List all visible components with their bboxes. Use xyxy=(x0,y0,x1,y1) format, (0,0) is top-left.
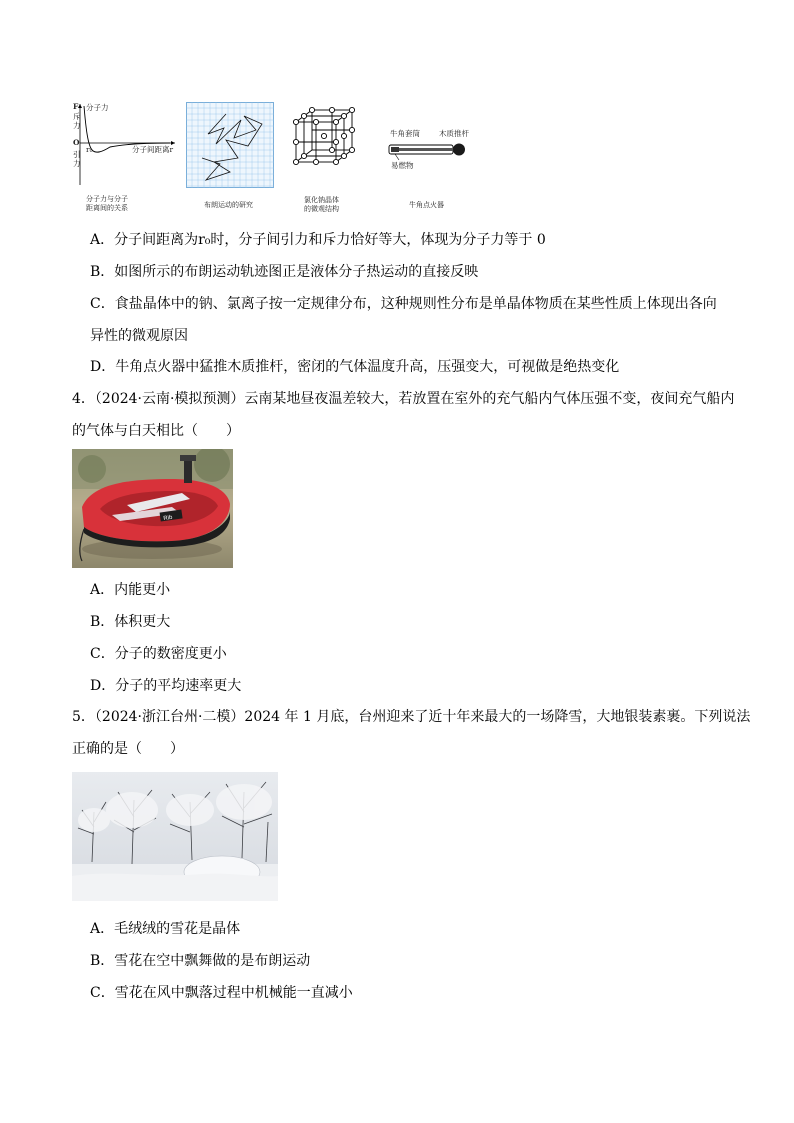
q3-option-c: C．食盐晶体中的钠、氯离子按一定规律分布，这种规则性分布是单晶体物质在某些性质上体现出各向 xyxy=(90,296,717,312)
q4-option-b: B．体积更大 xyxy=(90,614,171,630)
nacl-figure xyxy=(288,104,368,219)
boat-brand-tag: Rib xyxy=(163,514,173,523)
force-distance-figure xyxy=(70,100,180,220)
brownian-grid xyxy=(186,102,274,188)
q3-option-d: D．牛角点火器中猛推木质推杆，密闭的气体温度升高，压强变大，可视做是绝热变化 xyxy=(90,359,620,375)
q5-option-a: A．毛绒绒的雪花是晶体 xyxy=(90,921,241,937)
origin-label: O xyxy=(73,138,80,147)
fuel-label: 易燃物 xyxy=(391,161,414,170)
nacl-lattice xyxy=(290,106,360,166)
q5-option-c: C．雪花在风中飘落过程中机械能一直减小 xyxy=(90,985,353,1001)
brownian-caption: 布朗运动的研究 xyxy=(204,201,253,209)
q4-stem: 4．（2024·云南·模拟预测）云南某地昼夜温差较大，若放置在室外的充气船内气体压强不变，夜间充气船内 xyxy=(72,391,735,407)
repulsion-label: 斥 力 xyxy=(73,112,81,130)
q5-option-b: B．雪花在空中飘舞做的是布朗运动 xyxy=(90,953,311,969)
q4-stem-continued: 的气体与白天相比（ ） xyxy=(72,423,240,439)
force-graph-caption: 分子力与分子 距离间的关系 xyxy=(86,195,128,212)
q4-option-a: A．内能更小 xyxy=(90,582,171,598)
q4-option-d: D．分子的平均速率更大 xyxy=(90,678,242,694)
y-axis-label: F xyxy=(73,102,79,111)
snow-scene-photo xyxy=(72,772,278,901)
fire-piston-drawing xyxy=(385,138,480,162)
force-title-label: 分子力 xyxy=(86,103,109,112)
q4-option-c: C．分子的数密度更小 xyxy=(90,646,227,662)
fire-piston-figure xyxy=(385,124,480,216)
q3-option-a: A．分子间距离为r₀时，分子间引力和斥力恰好等大，体现为分子力等于 0 xyxy=(90,232,546,248)
r0-label: r₀ xyxy=(86,145,93,154)
q5-stem: 5．（2024·浙江台州·二模）2024 年 1 月底，台州迎来了近十年来最大的一场降雪，大地银装素裹。下列说法 xyxy=(72,709,751,725)
fire-piston-caption: 牛角点火器 xyxy=(409,201,444,209)
sleeve-label: 牛角套筒 xyxy=(390,129,420,138)
attraction-label: 引 力 xyxy=(73,150,81,168)
rod-label: 木质推杆 xyxy=(439,129,469,138)
q3-option-b: B．如图所示的布朗运动轨迹图正是液体分子热运动的直接反映 xyxy=(90,264,479,280)
q5-stem-continued: 正确的是（ ） xyxy=(72,741,184,757)
inflatable-boat-photo xyxy=(72,449,233,568)
nacl-caption: 氯化钠晶体 的微观结构 xyxy=(304,196,339,213)
x-axis-label: 分子间距离r xyxy=(132,145,174,154)
q3-option-c-continued: 异性的微观原因 xyxy=(90,328,188,344)
brownian-motion-figure xyxy=(186,102,276,217)
